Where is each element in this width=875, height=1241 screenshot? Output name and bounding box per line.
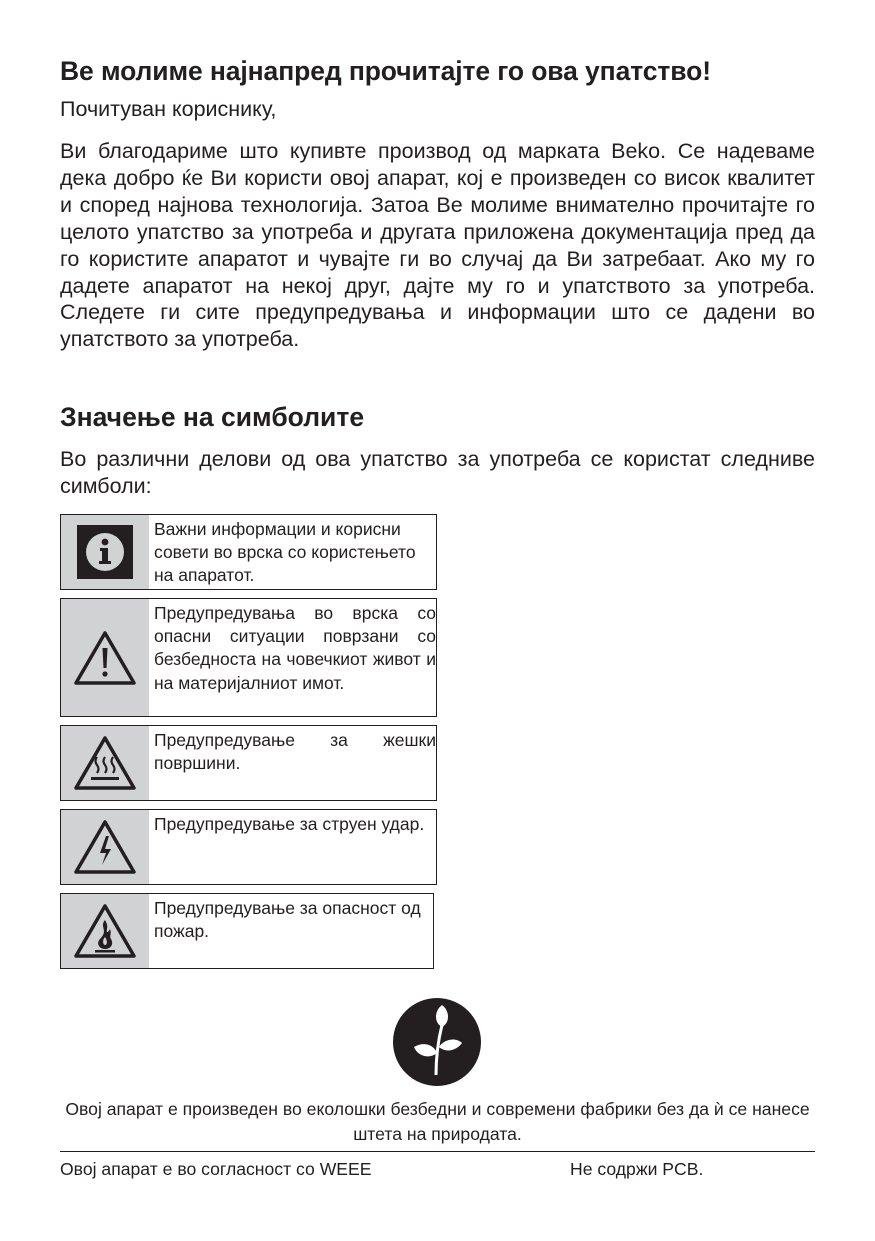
page-title: Ве молиме најнапред прочитајте го ова упатство!: [60, 56, 711, 86]
info-icon: [61, 515, 149, 589]
symbol-text: Предупредување за опасност од пожар.: [154, 898, 421, 942]
warning-icon: [61, 599, 149, 716]
symbol-text: Предупредувања во врска со опасни ситуации поврзани со безбедноста на човечкиот живот и на материјалниот имот.: [154, 603, 436, 693]
symbol-row-electric-shock: [60, 809, 437, 885]
fire-hazard-icon: [61, 894, 149, 968]
divider: [60, 1151, 815, 1152]
symbol-row-fire-hazard: [60, 893, 434, 969]
symbols-intro: Во различни делови од ова упатство за употреба се користат следниве симболи:: [60, 447, 815, 498]
pcb-notice: Не содржи PCB.: [570, 1159, 704, 1179]
intro-paragraph: Ви благодариме што купивте производ од марката Beko. Се надеваме дека добро ќе Ви користи овој апарат, кој е произведен со висок квалитет и според најнова технологија. Затоа Ве молиме внимателно прочитајте го целото упатство за употреба и другата приложена документација пред да го користите апаратот и чувајте ги во случај да Ви затребаат. Ако му го дадете апаратот на некој друг, дајте му го и упатството за употреба. Следете ги сите предупредувања и информации што се дадени во упатството за употреба.: [60, 139, 815, 352]
symbol-text: Важни информации и корисни совети во врска со користењето на апаратот.: [154, 519, 416, 586]
symbols-heading: Значење на симболите: [60, 402, 365, 432]
weee-compliance: Овој апарат е во согласност со WEEE: [60, 1159, 372, 1179]
electric-shock-icon: [61, 810, 149, 884]
leaf-icon: [392, 997, 482, 1087]
hot-surface-icon: [61, 726, 149, 800]
eco-text: Овој апарат е произведен во еколошки безбедни и современи фабрики без да ѝ се нанесе штета на природата.: [65, 1099, 810, 1144]
symbol-row-hot-surface: [60, 725, 437, 801]
greeting: Почитуван кориснику,: [60, 97, 277, 121]
symbol-text: Предупредување за струен удар.: [154, 814, 425, 834]
symbol-text: Предупредување за жешки површини.: [154, 730, 436, 774]
symbol-row-info: [60, 514, 437, 590]
symbol-row-warning: [60, 598, 437, 717]
